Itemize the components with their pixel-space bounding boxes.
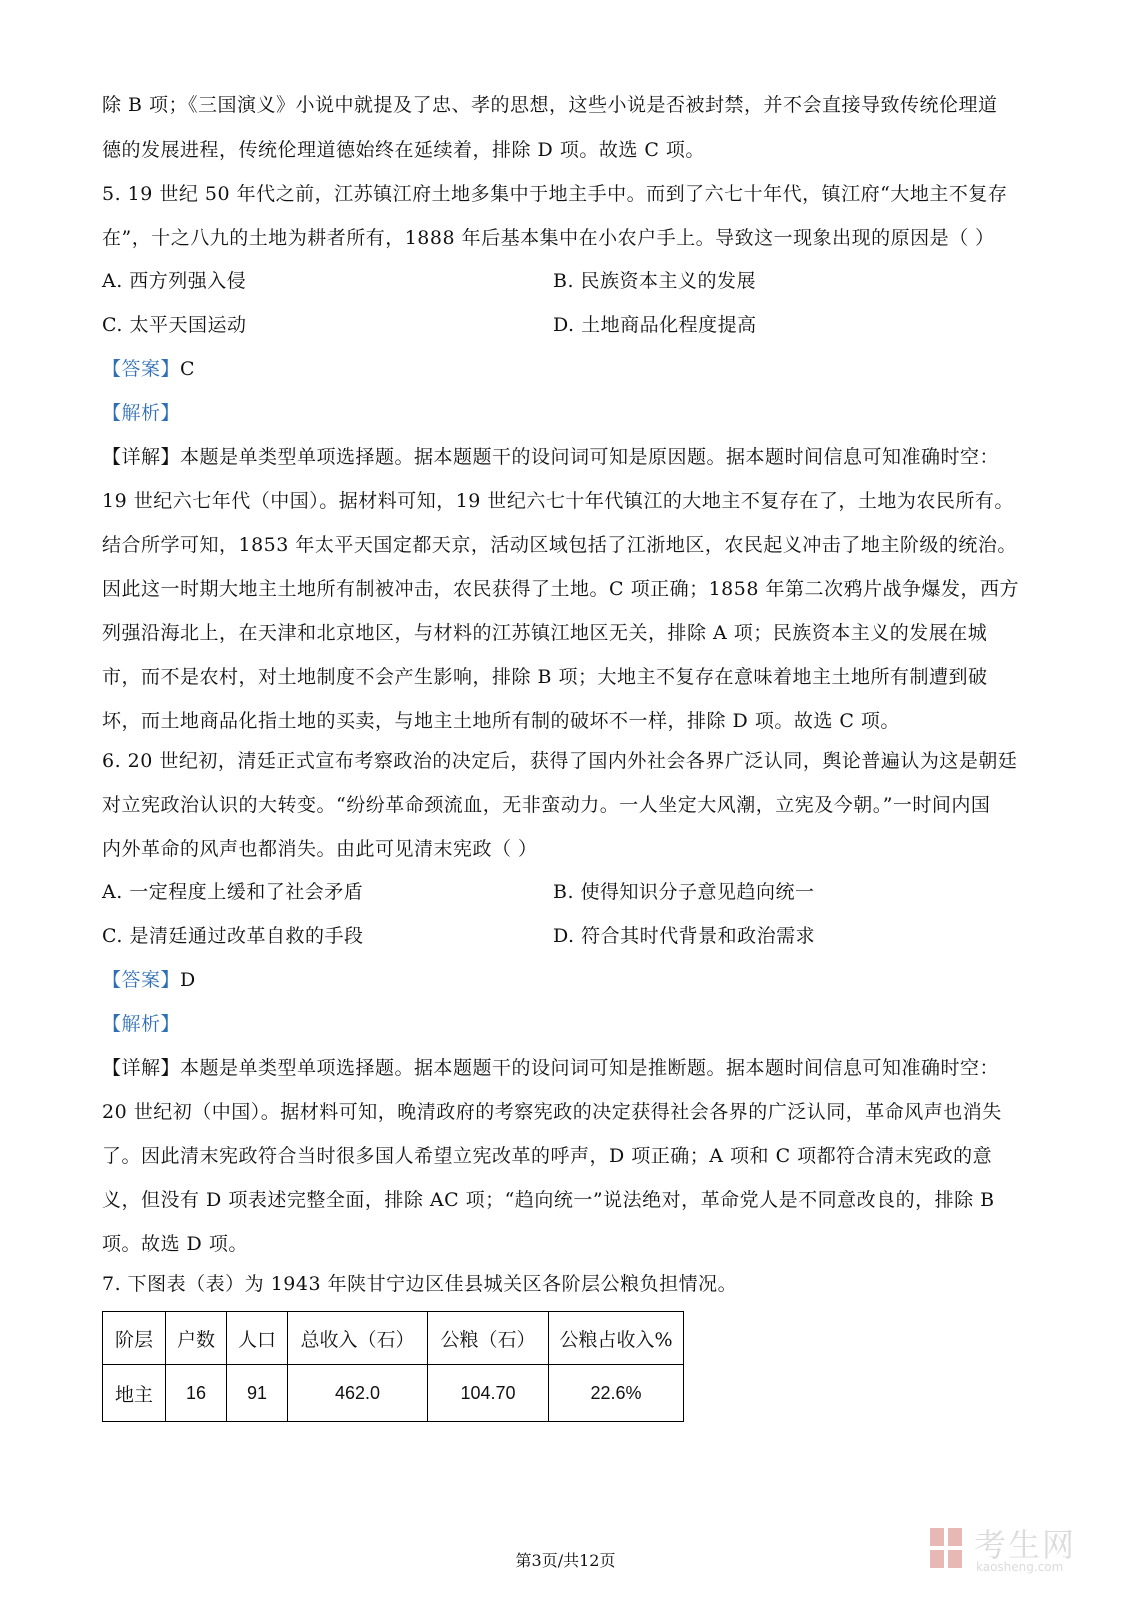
answer-value: C <box>180 358 196 380</box>
table-cell: 91 <box>227 1365 288 1422</box>
q6-detail-line: 了。因此清末宪政符合当时很多国人希望立宪改革的呼声，D 项正确；A 项和 C 项都符合清末宪政的意 <box>102 1145 993 1167</box>
q5-answer <box>102 356 1032 382</box>
q6-option-a: A. 一定程度上缓和了社会矛盾 <box>102 881 364 903</box>
q6-detail-line: 义，但没有 D 项表述完整全面，排除 AC 项；“趋向统一”说法绝对，革命党人是不同意改良的，排除 B <box>102 1189 995 1211</box>
answer-tag: 【答案】 <box>102 969 181 991</box>
table-cell: 462.0 <box>288 1365 428 1422</box>
q6-answer <box>102 967 1032 993</box>
q6-detail-line: 【详解】本题是单类型单项选择题。据本题题干的设问词可知是推断题。据本题时间信息可知准确时空： <box>102 1057 1000 1079</box>
table-header-cell: 户数 <box>166 1312 227 1365</box>
answer-value: D <box>180 969 196 991</box>
table-header-cell: 阶层 <box>103 1312 166 1365</box>
q5-detail-line: 列强沿海北上，在天津和北京地区，与材料的江苏镇江地区无关，排除 A 项；民族资本主义的发展在城 <box>102 622 988 644</box>
table-cell: 16 <box>166 1365 227 1422</box>
table-cell: 22.6% <box>549 1365 684 1422</box>
q5-option-a: A. 西方列强入侵 <box>102 270 247 292</box>
q5-detail-line: 市，而不是农村，对土地制度不会产生影响，排除 B 项；大地主不复存在意味着地主土地所有制遭到破 <box>102 666 988 688</box>
table-header-row <box>103 1312 684 1365</box>
q5-option-b: B. 民族资本主义的发展 <box>553 270 757 292</box>
q5-detail-line: 因此这一时期大地主土地所有制被冲击，农民获得了土地。C 项正确；1858 年第二次鸦片战争爆发，西方 <box>102 578 1019 600</box>
q6-detail-line: 项。故选 D 项。 <box>102 1233 248 1255</box>
q5-detail-line: 【详解】本题是单类型单项选择题。据本题题干的设问词可知是原因题。据本题时间信息可知准确时空： <box>102 446 1000 468</box>
prev-explanation-line: 德的发展进程，传统伦理道德始终在延续着，排除 D 项。故选 C 项。 <box>102 139 705 161</box>
table-header-cell: 公粮占收入% <box>549 1312 684 1365</box>
page-number: 第3页/共12页 <box>515 1551 616 1570</box>
prev-explanation-line: 除 B 项；《三国演义》小说中就提及了忠、孝的思想，这些小说是否被封禁，并不会直接导致传统伦理道 <box>102 94 998 116</box>
q5-detail-line: 19 世纪六七年代（中国）。据材料可知，19 世纪六七十年代镇江的大地主不复存在了，土地为农民所有。 <box>102 490 1014 512</box>
answer-tag: 【答案】 <box>102 358 181 380</box>
q5-stem-line: 5. 19 世纪 50 年代之前，江苏镇江府土地多集中于地主手中。而到了六七十年代，镇江府“大地主不复存 <box>102 183 1008 205</box>
q5-option-d: D. 土地商品化程度提高 <box>553 314 757 336</box>
q6-option-c: C. 是清廷通过改革自救的手段 <box>102 925 364 947</box>
watermark-url: kaosheng.com <box>976 1560 1064 1574</box>
q6-detail-line: 20 世纪初（中国）。据材料可知，晚清政府的考察宪政的决定获得社会各界的广泛认同，革命风声也消失 <box>102 1101 1002 1123</box>
table-cell: 地主 <box>103 1365 166 1422</box>
table-header-cell: 人口 <box>227 1312 288 1365</box>
table-header-cell: 总收入（石） <box>288 1312 428 1365</box>
table-row <box>103 1365 684 1422</box>
table-cell: 104.70 <box>428 1365 549 1422</box>
q5-option-c: C. 太平天国运动 <box>102 314 247 336</box>
q5-analysis-tag: 【解析】 <box>102 402 181 424</box>
q6-option-d: D. 符合其时代背景和政治需求 <box>553 925 816 947</box>
q7-stem: 7. 下图表（表）为 1943 年陕甘宁边区佳县城关区各阶层公粮负担情况。 <box>102 1273 738 1295</box>
watermark <box>928 1520 1108 1580</box>
table-header-cell: 公粮（石） <box>428 1312 549 1365</box>
watermark-logo-icon <box>928 1526 966 1570</box>
q6-stem-line: 6. 20 世纪初，清廷正式宣布考察政治的决定后，获得了国内外社会各界广泛认同，舆论普遍认为这是朝廷 <box>102 750 1018 772</box>
grain-burden-table <box>102 1311 684 1422</box>
q6-stem-line: 内外革命的风声也都消失。由此可见清末宪政（ ） <box>102 838 538 860</box>
q6-option-b: B. 使得知识分子意见趋向统一 <box>553 881 815 903</box>
watermark-text: 考生网 <box>974 1526 1077 1564</box>
q6-analysis-tag: 【解析】 <box>102 1013 181 1035</box>
q5-detail-line: 坏，而土地商品化指土地的买卖，与地主土地所有制的破坏不一样，排除 D 项。故选 C 项。 <box>102 710 900 732</box>
q5-detail-line: 结合所学可知，1853 年太平天国定都天京，活动区域包括了江浙地区，农民起义冲击了地主阶级的统治。 <box>102 534 1017 556</box>
q5-stem-line: 在”，十之八九的土地为耕者所有，1888 年后基本集中在小农户手上。导致这一现象出现的原因是（ ） <box>102 227 995 249</box>
q6-stem-line: 对立宪政治认识的大转变。“纷纷革命颈流血，无非蛮动力。一人坐定大风潮，立宪及今朝。”一时间内国 <box>102 794 991 816</box>
